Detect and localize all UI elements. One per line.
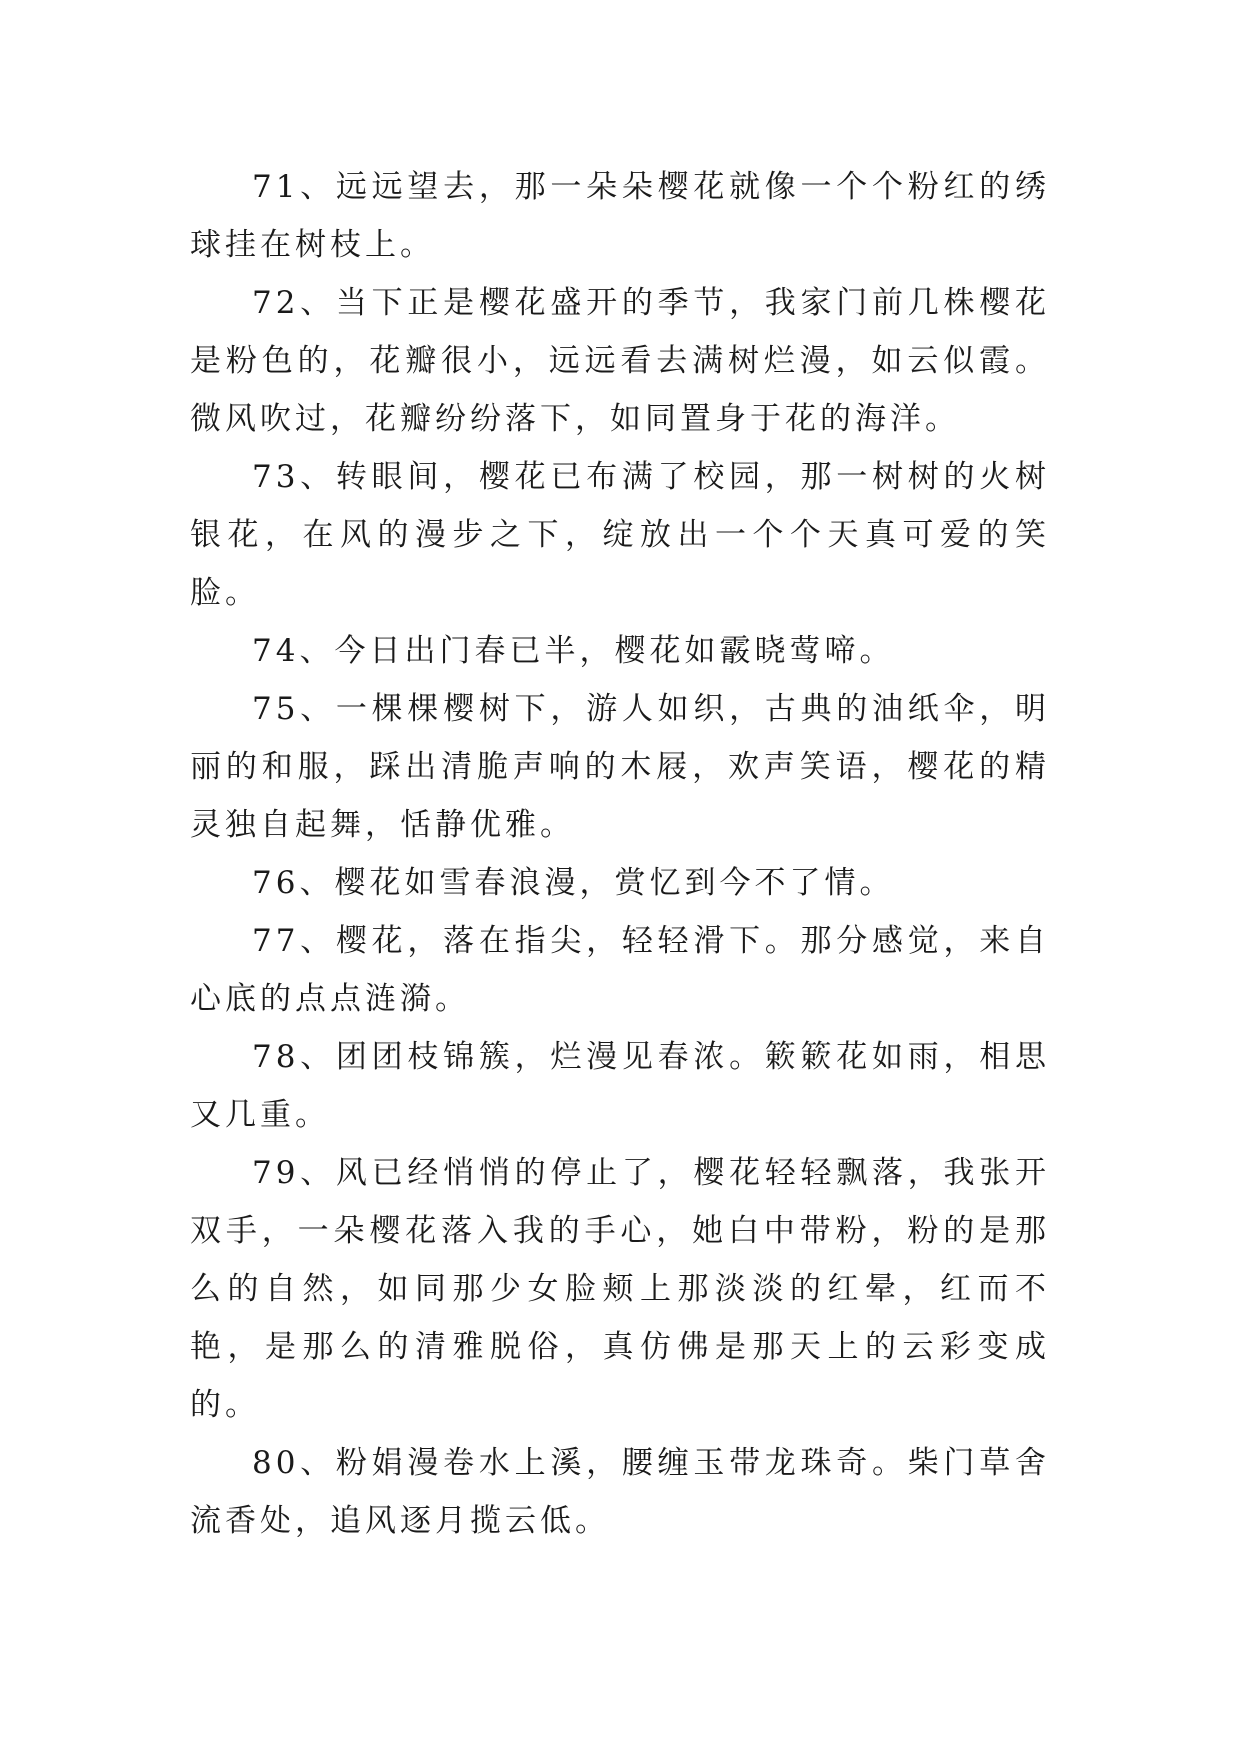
paragraph-77: 77、樱花，落在指尖，轻轻滑下。那分感觉，来自心底的点点涟漪。: [190, 923, 1050, 1017]
document-body: [190, 158, 1050, 1550]
paragraph-79: 79、风已经悄悄的停止了，樱花轻轻飘落，我张开双手，一朵樱花落入我的手心，她白中带粉，粉的是那么的自然，如同那少女脸颊上那淡淡的红晕，红而不艳，是那么的清雅脱俗，真仿佛是那天上的云彩变成的。: [190, 1155, 1050, 1423]
paragraph-72: 72、当下正是樱花盛开的季节，我家门前几株樱花是粉色的，花瓣很小，远远看去满树烂漫，如云似霞。微风吹过，花瓣纷纷落下，如同置身于花的海洋。: [190, 285, 1050, 437]
paragraph-76: 76、樱花如雪春浪漫，赏忆到今不了情。: [252, 865, 895, 901]
paragraph-71: 71、远远望去，那一朵朵樱花就像一个个粉红的绣球挂在树枝上。: [190, 169, 1050, 263]
paragraph-73: 73、转眼间，樱花已布满了校园，那一树树的火树银花，在风的漫步之下，绽放出一个个天真可爱的笑脸。: [190, 459, 1050, 611]
paragraph-74: 74、今日出门春已半，樱花如霰晓莺啼。: [252, 633, 895, 669]
paragraph-78: 78、团团枝锦簇，烂漫见春浓。簌簌花如雨，相思又几重。: [190, 1039, 1050, 1133]
paragraph-80: 80、粉娟漫卷水上溪，腰缠玉带龙珠奇。柴门草舍流香处，追风逐月揽云低。: [190, 1445, 1050, 1539]
paragraph-75: 75、一棵棵樱树下，游人如织，古典的油纸伞，明丽的和服，踩出清脆声响的木屐，欢声笑语，樱花的精灵独自起舞，恬静优雅。: [190, 691, 1050, 843]
